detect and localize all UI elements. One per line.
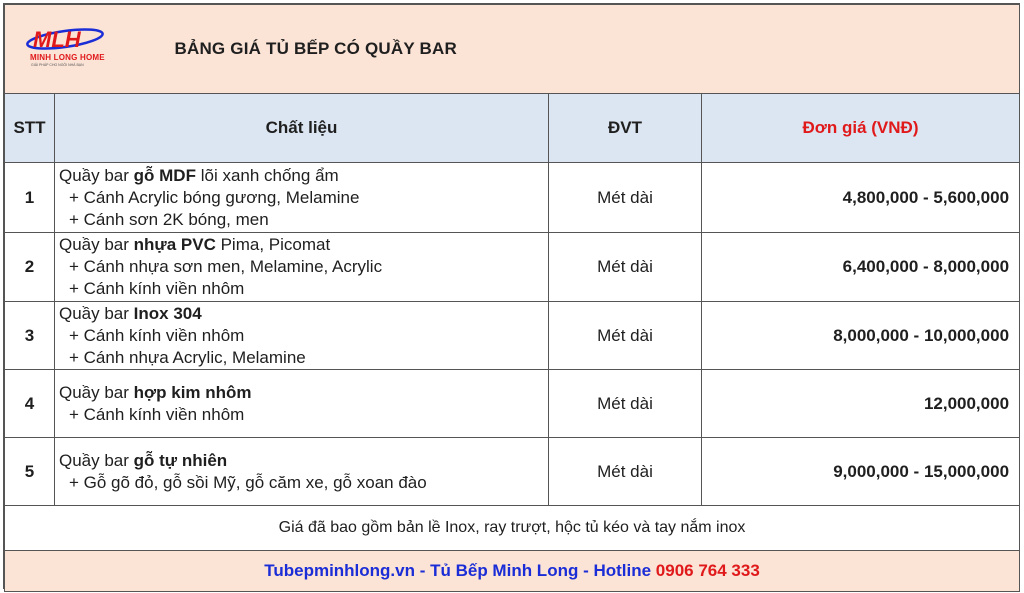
material-option: + Cánh kính viền nhôm xyxy=(69,404,245,424)
row-stt: 4 xyxy=(5,370,55,438)
row-unit: Mét dài xyxy=(549,233,702,302)
logo-name: MINH LONG HOME xyxy=(30,53,105,62)
material-line xyxy=(59,450,548,472)
row-price: 6,400,000 - 8,000,000 xyxy=(702,233,1020,302)
row-material xyxy=(55,163,549,233)
title-cell xyxy=(55,5,1020,94)
logo-cell xyxy=(5,5,105,94)
material-name: Inox 304 xyxy=(133,303,202,323)
row-stt: 3 xyxy=(5,302,55,370)
price-note: Giá đã bao gồm bản lề Inox, ray trượt, hộc tủ kéo và tay nắm inox xyxy=(5,506,1020,551)
footer-hotline: 0906 764 333 xyxy=(655,561,760,580)
header-stt: STT xyxy=(5,94,55,163)
table-row xyxy=(5,233,1020,302)
material-option: + Cánh kính viền nhôm xyxy=(69,279,245,298)
material-option: + Cánh kính viền nhôm xyxy=(69,325,245,345)
logo-mark-icon xyxy=(25,24,115,54)
title-row xyxy=(5,5,1020,94)
footer-brand: Tubepminhlong.vn - Tủ Bếp Minh Long - Hotline xyxy=(264,561,656,580)
header-price: Đơn giá (VNĐ) xyxy=(702,94,1020,163)
row-unit: Mét dài xyxy=(549,302,702,370)
header-material: Chất liệu xyxy=(55,94,549,163)
row-unit: Mét dài xyxy=(549,163,702,233)
material-suffix: Pima, Picomat xyxy=(215,235,331,254)
material-line xyxy=(59,165,548,187)
material-option: + Cánh sơn 2K bóng, men xyxy=(69,209,269,229)
row-material xyxy=(55,370,549,438)
material-prefix: Quầy bar xyxy=(59,382,134,402)
row-unit: Mét dài xyxy=(549,438,702,506)
row-stt: 1 xyxy=(5,163,55,233)
material-option: + Gỗ gõ đỏ, gỗ sồi Mỹ, gỗ căm xe, gỗ xoan đào xyxy=(69,472,427,492)
row-price: 12,000,000 xyxy=(702,370,1020,438)
footer-row xyxy=(5,551,1020,592)
row-price: 9,000,000 - 15,000,000 xyxy=(702,438,1020,506)
header-unit: ĐVT xyxy=(549,94,702,163)
row-stt: 2 xyxy=(5,233,55,302)
row-material xyxy=(55,233,549,302)
material-name: nhựa PVC xyxy=(133,235,216,254)
material-option: + Cánh nhựa sơn men, Melamine, Acrylic xyxy=(69,257,383,276)
material-option: + Cánh nhựa Acrylic, Melamine xyxy=(69,347,306,367)
material-prefix: Quầy bar xyxy=(59,450,134,470)
page-title: BẢNG GIÁ TỦ BẾP CÓ QUẦY BAR xyxy=(174,39,457,58)
table-row xyxy=(5,370,1020,438)
material-line xyxy=(59,234,548,256)
material-suffix: lõi xanh chống ẩm xyxy=(195,165,339,185)
material-name: gỗ MDF xyxy=(133,165,196,185)
header-row xyxy=(5,94,1020,163)
material-option: + Cánh Acrylic bóng gương, Melamine xyxy=(69,187,360,207)
logo-tagline: GIẢI PHÁP CHO NGÔI NHÀ BẠN xyxy=(31,63,84,67)
table-row xyxy=(5,438,1020,506)
material-prefix: Quầy bar xyxy=(59,165,134,185)
table-row xyxy=(5,302,1020,370)
row-price: 4,800,000 - 5,600,000 xyxy=(702,163,1020,233)
material-name: gỗ tự nhiên xyxy=(133,450,228,470)
material-line xyxy=(59,303,548,325)
row-material xyxy=(55,302,549,370)
material-prefix: Quầy bar xyxy=(59,235,134,254)
material-name: hợp kim nhôm xyxy=(133,382,252,402)
material-line xyxy=(59,382,548,404)
row-material xyxy=(55,438,549,506)
footer-cell xyxy=(5,551,1020,592)
company-logo xyxy=(25,24,115,74)
row-price: 8,000,000 - 10,000,000 xyxy=(702,302,1020,370)
price-table xyxy=(4,4,1020,592)
table-row xyxy=(5,163,1020,233)
price-sheet xyxy=(3,3,1020,589)
row-unit: Mét dài xyxy=(549,370,702,438)
logo-mark-text: MLH xyxy=(33,27,81,52)
material-prefix: Quầy bar xyxy=(59,303,134,323)
row-stt: 5 xyxy=(5,438,55,506)
note-row xyxy=(5,506,1020,551)
